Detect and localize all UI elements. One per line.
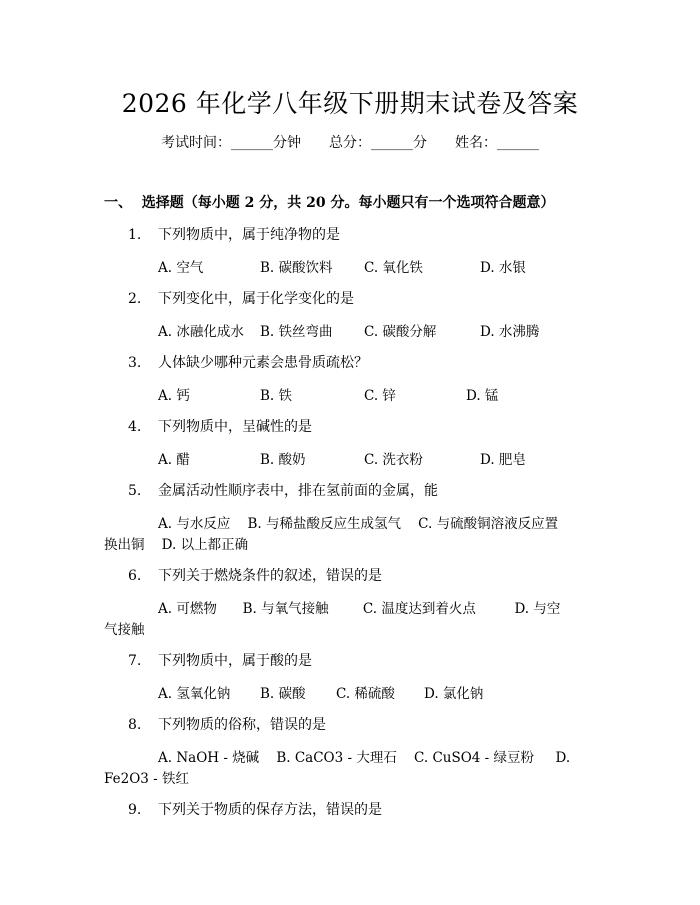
question-4: [128, 416, 312, 436]
question-text: 下列关于燃烧条件的叙述，错误的是: [158, 568, 382, 584]
question-6-options-line-2: 气接触: [104, 622, 145, 638]
question-text: 下列关于物质的保存方法，错误的是: [158, 802, 382, 818]
section-heading-multiple-choice: 一、 选择题（每小题 2 分，共 20 分。每小题只有一个选项符合题意）: [104, 195, 555, 211]
question-7: [128, 650, 312, 670]
question-9: [128, 799, 382, 819]
option-d: D. 水沸腾: [480, 324, 540, 340]
question-5: [128, 480, 438, 500]
question-number: 4.: [128, 419, 142, 435]
option-c: C. 锌: [364, 388, 396, 404]
question-text: 下列变化中，属于化学变化的是: [158, 291, 354, 307]
option-a: A. 氢氧化钠: [158, 686, 231, 702]
page-title: 2026 年化学八年级下册期末试卷及答案: [121, 89, 579, 118]
question-text: 下列物质的俗称，错误的是: [158, 717, 326, 733]
question-number: 5.: [128, 483, 142, 499]
option-b: B. 碳酸: [260, 686, 306, 702]
option-a: A. 钙: [158, 388, 190, 404]
exam-time-field: 考试时间：______分钟: [161, 135, 301, 151]
option-c: C. 稀硫酸: [336, 686, 395, 702]
question-text: 下列物质中，呈碱性的是: [158, 419, 312, 435]
exam-meta: [0, 132, 700, 152]
question-number: 9.: [128, 802, 142, 818]
question-text: 下列物质中，属于酸的是: [158, 653, 312, 669]
option-c: C. 碳酸分解: [364, 324, 437, 340]
question-number: 8.: [128, 717, 142, 733]
option-a: A. 醋: [158, 452, 190, 468]
option-b: B. 铁: [260, 388, 293, 404]
option-b: B. 碳酸饮料: [260, 260, 333, 276]
question-8-options-line-2: Fe2O3 - 铁红: [104, 771, 190, 787]
question-3: [128, 352, 368, 372]
question-number: 2.: [128, 291, 142, 307]
question-number: 1.: [128, 227, 142, 243]
question-number: 7.: [128, 653, 142, 669]
question-1: [128, 224, 340, 244]
question-number: 6.: [128, 568, 142, 584]
question-6: [128, 565, 382, 585]
option-b: B. 铁丝弯曲: [260, 324, 333, 340]
option-c: C. 洗衣粉: [364, 452, 423, 468]
option-d: D. 氯化钠: [424, 686, 484, 702]
student-name-field: 姓名：______: [455, 135, 539, 151]
question-8: [128, 714, 326, 734]
question-6-options-line-1: A. 可燃物 B. 与氧气接触 C. 温度达到着火点 D. 与空: [158, 601, 561, 617]
option-d: D. 水银: [480, 260, 526, 276]
option-b: B. 酸奶: [260, 452, 306, 468]
question-text: 金属活动性顺序表中，排在氢前面的金属，能: [158, 483, 438, 499]
option-c: C. 氧化铁: [364, 260, 423, 276]
question-number: 3.: [128, 355, 142, 371]
total-score-field: 总分：______分: [329, 135, 427, 151]
option-d: D. 锰: [466, 388, 499, 404]
question-5-options-line-1: A. 与水反应 B. 与稀盐酸反应生成氢气 C. 与硫酸铜溶液反应置: [158, 516, 559, 532]
question-8-options-line-1: A. NaOH - 烧碱 B. CaCO3 - 大理石 C. CuSO4 - 绿豆粉 D.: [158, 750, 571, 766]
question-text: 下列物质中，属于纯净物的是: [158, 227, 340, 243]
question-text: 人体缺少哪种元素会患骨质疏松？: [158, 355, 368, 371]
option-a: A. 空气: [158, 260, 204, 276]
option-a: A. 冰融化成水: [158, 324, 244, 340]
question-2: [128, 288, 354, 308]
question-5-options-line-2: 换出铜 D. 以上都正确: [104, 537, 249, 553]
option-d: D. 肥皂: [480, 452, 526, 468]
